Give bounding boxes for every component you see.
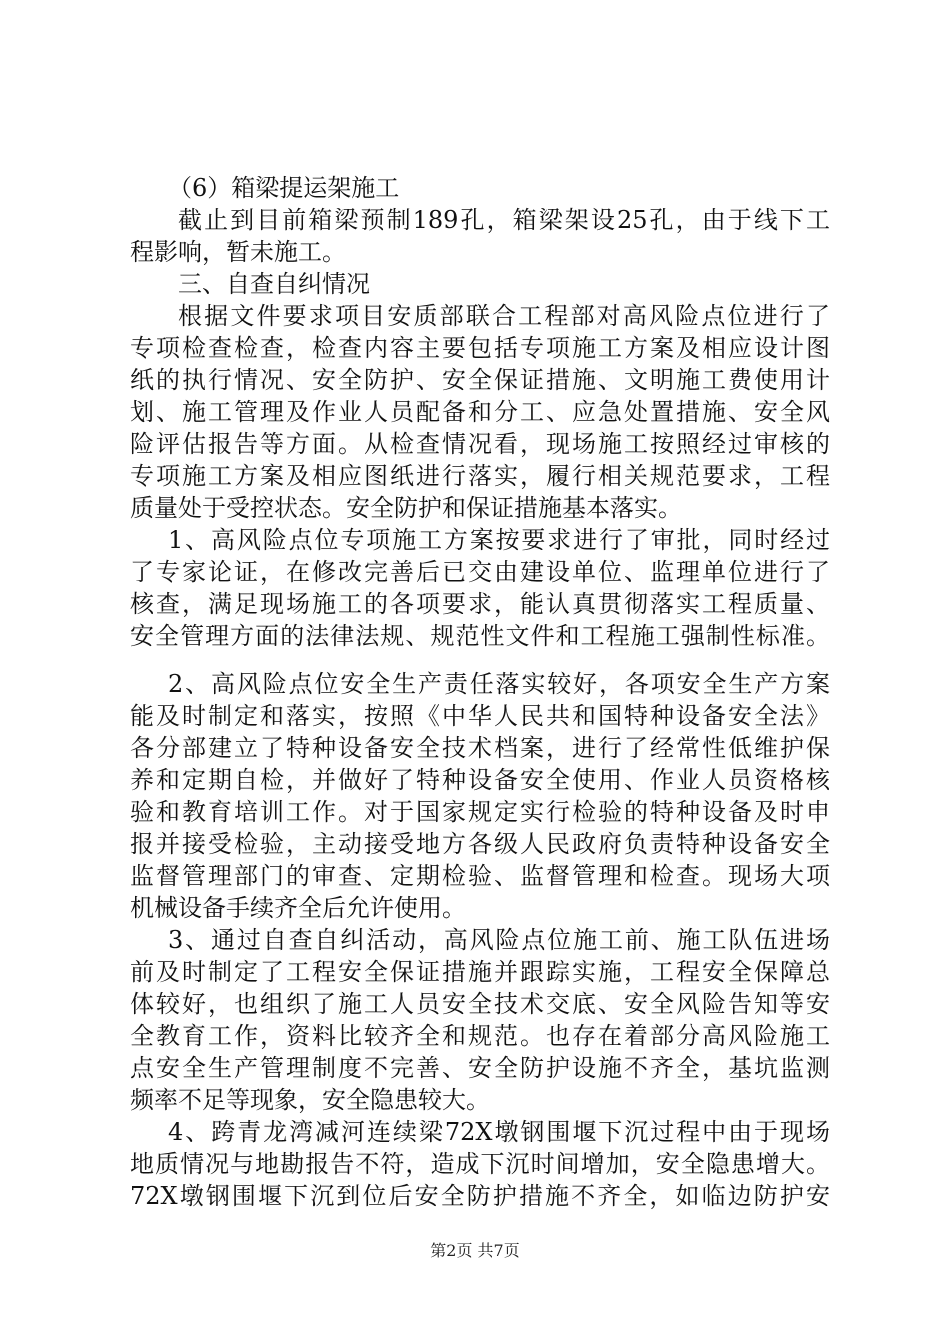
paragraph-line: 专项施工方案及相应图纸进行落实，履行相关规范要求，工程 — [130, 462, 830, 490]
list-item-line: 72X墩钢围堰下沉到位后安全防护措施不齐全，如临边防护安 — [130, 1182, 830, 1210]
list-item-line: 安全管理方面的法律法规、规范性文件和工程施工强制性标准。 — [130, 622, 830, 650]
list-item-line: 报并接受检验，主动接受地方各级人民政府负责特种设备安全 — [130, 830, 830, 858]
list-item-line: 各分部建立了特种设备安全技术档案，进行了经常性低维护保 — [130, 734, 830, 762]
list-item-line: 验和教育培训工作。对于国家规定实行检验的特种设备及时申 — [130, 798, 830, 826]
list-item-line: 2、高风险点位安全生产责任落实较好，各项安全生产方案 — [168, 670, 830, 698]
list-item-line: 监督管理部门的审查、定期检验、监督管理和检查。现场大项 — [130, 862, 830, 890]
list-item-line: 能及时制定和落实，按照《中华人民共和国特种设备安全法》 — [130, 702, 830, 730]
list-item-line: 点安全生产管理制度不完善、安全防护设施不齐全，基坑监测 — [130, 1054, 830, 1082]
paragraph-line: 纸的执行情况、安全防护、安全保证措施、文明施工费使用计 — [130, 366, 830, 394]
section-heading-6: （6）箱梁提运架施工 — [168, 174, 400, 202]
list-item-line: 全教育工作，资料比较齐全和规范。也存在着部分高风险施工 — [130, 1022, 830, 1050]
list-item-line: 4、跨青龙湾减河连续梁72X墩钢围堰下沉过程中由于现场 — [168, 1118, 830, 1146]
list-item-line: 养和定期自检，并做好了特种设备安全使用、作业人员资格核 — [130, 766, 830, 794]
paragraph-line: 险评估报告等方面。从检查情况看，现场施工按照经过审核的 — [130, 430, 830, 458]
list-item-line: 机械设备手续齐全后允许使用。 — [130, 894, 466, 922]
paragraph-line: 专项检查检查，检查内容主要包括专项施工方案及相应设计图 — [130, 334, 830, 362]
section-heading-3: 三、自查自纠情况 — [178, 270, 370, 298]
list-item-line: 1、高风险点位专项施工方案按要求进行了审批，同时经过 — [168, 526, 830, 554]
paragraph-line: 程影响，暂未施工。 — [130, 238, 346, 266]
paragraph-line: 截止到目前箱梁预制189孔，箱梁架设25孔，由于线下工 — [178, 206, 830, 234]
paragraph-line: 划、施工管理及作业人员配备和分工、应急处置措施、安全风 — [130, 398, 830, 426]
list-item-line: 3、通过自查自纠活动，高风险点位施工前、施工队伍进场 — [168, 926, 830, 954]
list-item-line: 地质情况与地勘报告不符，造成下沉时间增加，安全隐患增大。 — [130, 1150, 830, 1178]
paragraph-line: 质量处于受控状态。安全防护和保证措施基本落实。 — [130, 494, 682, 522]
list-item-line: 了专家论证，在修改完善后已交由建设单位、监理单位进行了 — [130, 558, 830, 586]
list-item-line: 体较好，也组织了施工人员安全技术交底、安全风险告知等安 — [130, 990, 830, 1018]
paragraph-line: 根据文件要求项目安质部联合工程部对高风险点位进行了 — [178, 302, 830, 330]
list-item-line: 频率不足等现象，安全隐患较大。 — [130, 1086, 490, 1114]
list-item-line: 核查，满足现场施工的各项要求，能认真贯彻落实工程质量、 — [130, 590, 830, 618]
page-number-footer: 第2页 共7页 — [430, 1241, 520, 1260]
list-item-line: 前及时制定了工程安全保证措施并跟踪实施，工程安全保障总 — [130, 958, 830, 986]
